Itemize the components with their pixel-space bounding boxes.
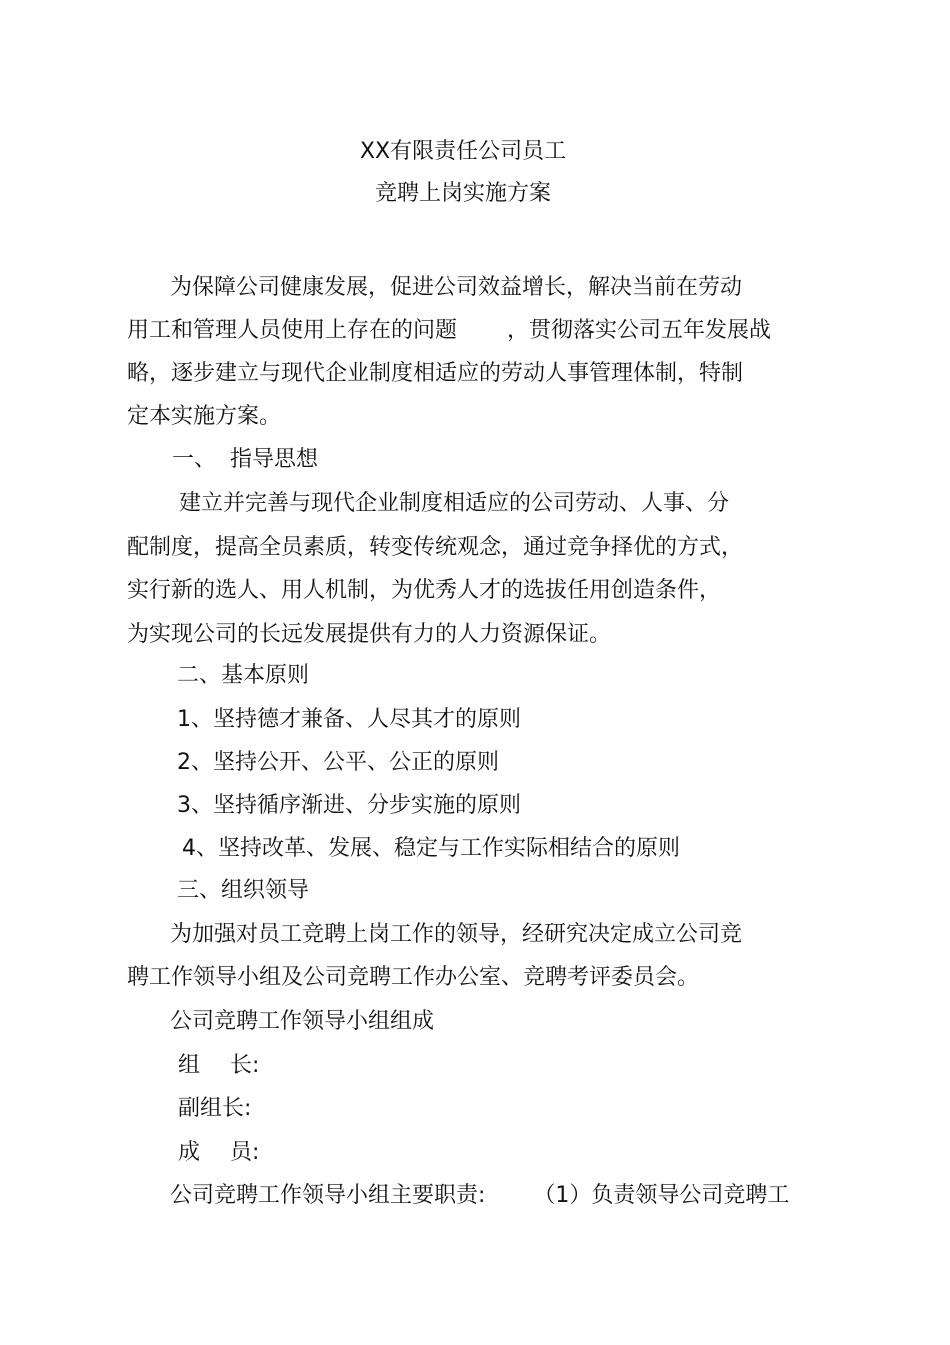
principle-item-1: 1、坚持德才兼备、人尽其才的原则 [177, 707, 521, 732]
group-duty-1: （1）负责领导公司竞聘工 [533, 1183, 790, 1208]
section3-line-1: 为加强对员工竞聘上岗工作的领导，经研究决定成立公司竞 [170, 922, 743, 947]
principle-item-2: 2、坚持公开、公平、公正的原则 [177, 750, 499, 775]
section1-heading-text: 指导思想 [230, 447, 319, 472]
intro-line-4: 定本实施方案。 [127, 404, 282, 429]
group-duties-line [170, 1181, 789, 1211]
group-leader-label: 组 长: [178, 1053, 260, 1078]
group-composition-heading: 公司竞聘工作领导小组组成 [170, 1009, 435, 1034]
document-title-line2: 竞聘上岗实施方案 [374, 181, 551, 206]
deputy-leader-label: 副组长: [178, 1096, 252, 1121]
section1-line-2: 配制度，提高全员素质，转变传统观念，通过竞争择优的方式， [127, 535, 744, 560]
section1-line-4: 为实现公司的长远发展提供有力的人力资源保证。 [127, 622, 612, 647]
document-title-line1: XX有限责任公司员工 [359, 139, 567, 164]
section1-line-1: 建立并完善与现代企业制度相适应的公司劳动、人事、分 [179, 491, 730, 516]
intro-line-2 [127, 316, 771, 346]
group-duties-label: 公司竞聘工作领导小组主要职责: [170, 1183, 486, 1208]
intro-line-1: 为保障公司健康发展，促进公司效益增长，解决当前在劳动 [170, 275, 743, 300]
section3-line-2: 聘工作领导小组及公司竞聘工作办公室、竞聘考评委员会。 [127, 965, 700, 990]
principle-item-3: 3、坚持循序渐进、分步实施的原则 [177, 793, 521, 818]
section2-heading: 二、基本原则 [177, 663, 310, 688]
intro-line-2a: 用工和管理人员使用上存在的问题 [127, 318, 458, 343]
group-member-label: 成 员: [178, 1140, 260, 1165]
intro-line-2b: ，贯彻落实公司五年发展战 [507, 318, 772, 343]
principle-item-4: 4、坚持改革、发展、稳定与工作实际相结合的原则 [182, 836, 680, 861]
intro-line-3: 略，逐步建立与现代企业制度相适应的劳动人事管理体制，特制 [127, 361, 744, 386]
section1-number: 一、 [172, 447, 217, 472]
section1-line-3: 实行新的选人、用人机制，为优秀人才的选拔任用创造条件， [127, 578, 722, 603]
section3-heading: 三、组织领导 [177, 878, 310, 903]
section1-heading [172, 445, 318, 475]
